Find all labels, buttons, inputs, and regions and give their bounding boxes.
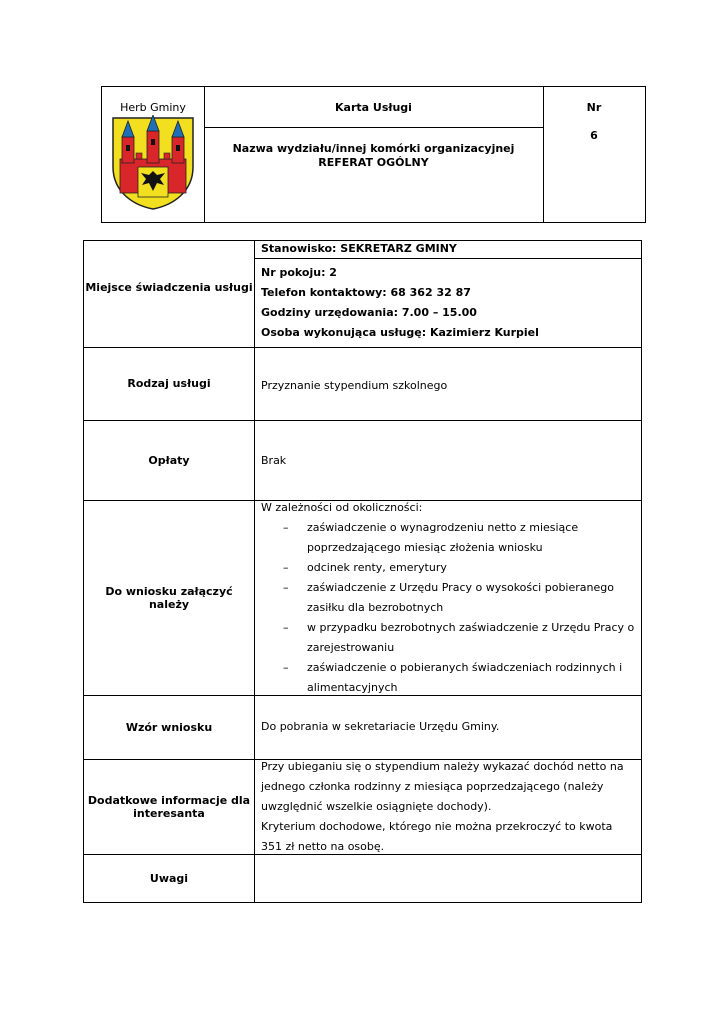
attachments-list — [261, 518, 635, 698]
coat-of-arms-icon — [110, 115, 196, 211]
dash-icon: – — [283, 581, 289, 594]
notes-label: Uwagi — [149, 872, 189, 885]
service-type-value: Przyznanie stypendium szkolnego — [261, 379, 448, 392]
dash-icon: – — [283, 621, 289, 634]
herb-label: Herb Gminy — [120, 101, 186, 114]
officer-value: Osoba wykonująca usługę: Kazimierz Kurpiel — [261, 326, 539, 339]
attachments-label: Do wniosku załączyć należy — [105, 585, 233, 611]
list-item: – w przypadku bezrobotnych zaświadczenie z Urzędu Pracy o zarejestrowaniu — [261, 618, 635, 658]
number-value: 6 — [590, 129, 598, 142]
dash-icon: – — [283, 521, 289, 534]
additional-info-p2: Kryterium dochodowe, którego nie można przekroczyć to kwota 351 zł netto na osobę. — [261, 820, 613, 853]
form-template-label: Wzór wniosku — [125, 721, 213, 734]
additional-info-label: Dodatkowe informacje dla interesanta — [87, 794, 251, 820]
phone-value: Telefon kontaktowy: 68 362 32 87 — [261, 286, 471, 299]
header-table — [101, 86, 646, 223]
office-hours-value: Godziny urzędowania: 7.00 – 15.00 — [261, 306, 477, 319]
room-value: Nr pokoju: 2 — [261, 266, 337, 279]
department-value: REFERAT OGÓLNY — [318, 156, 429, 169]
dash-icon: – — [283, 661, 289, 674]
row-divider — [254, 258, 641, 259]
form-template-value: Do pobrania w sekretariacie Urzędu Gminy. — [261, 720, 500, 733]
attachments-intro: W zależności od okoliczności: — [261, 501, 423, 514]
list-item: – zaświadczenie z Urzędu Pracy o wysokości pobieranego zasiłku dla bezrobotnych — [261, 578, 635, 618]
card-title: Karta Usługi — [335, 101, 412, 114]
attachments-value — [261, 498, 635, 698]
list-item: – odcinek renty, emerytury — [261, 558, 635, 578]
service-table — [83, 240, 642, 903]
fees-value: Brak — [261, 454, 287, 467]
additional-info-value — [261, 757, 635, 857]
additional-info-p1: Przy ubieganiu się o stypendium należy wykazać dochód netto na jednego członka rodzinny z miesiąca poprzedzającego (należy uwzględnić wszelkie osiągnięte dochody). — [261, 760, 624, 813]
dash-icon: – — [283, 561, 289, 574]
list-item: – zaświadczenie o pobieranych świadczeniach rodzinnych i alimentacyjnych — [261, 658, 635, 698]
divider — [204, 127, 543, 128]
row-divider — [84, 420, 641, 421]
row-divider — [84, 347, 641, 348]
department-label: Nazwa wydziału/innej komórki organizacyjnej — [232, 142, 515, 155]
fees-label: Opłaty — [148, 454, 190, 467]
department-name — [204, 142, 543, 170]
column-divider — [254, 241, 255, 902]
service-type-label: Rodzaj usługi — [127, 377, 211, 390]
list-item: – zaświadczenie o wynagrodzeniu netto z miesiące poprzedzającego miesiąc złożenia wniosku — [261, 518, 635, 558]
position-value: Stanowisko: SEKRETARZ GMINY — [261, 242, 457, 255]
number-label: Nr — [586, 101, 602, 114]
place-label: Miejsce świadczenia usługi — [85, 281, 253, 294]
